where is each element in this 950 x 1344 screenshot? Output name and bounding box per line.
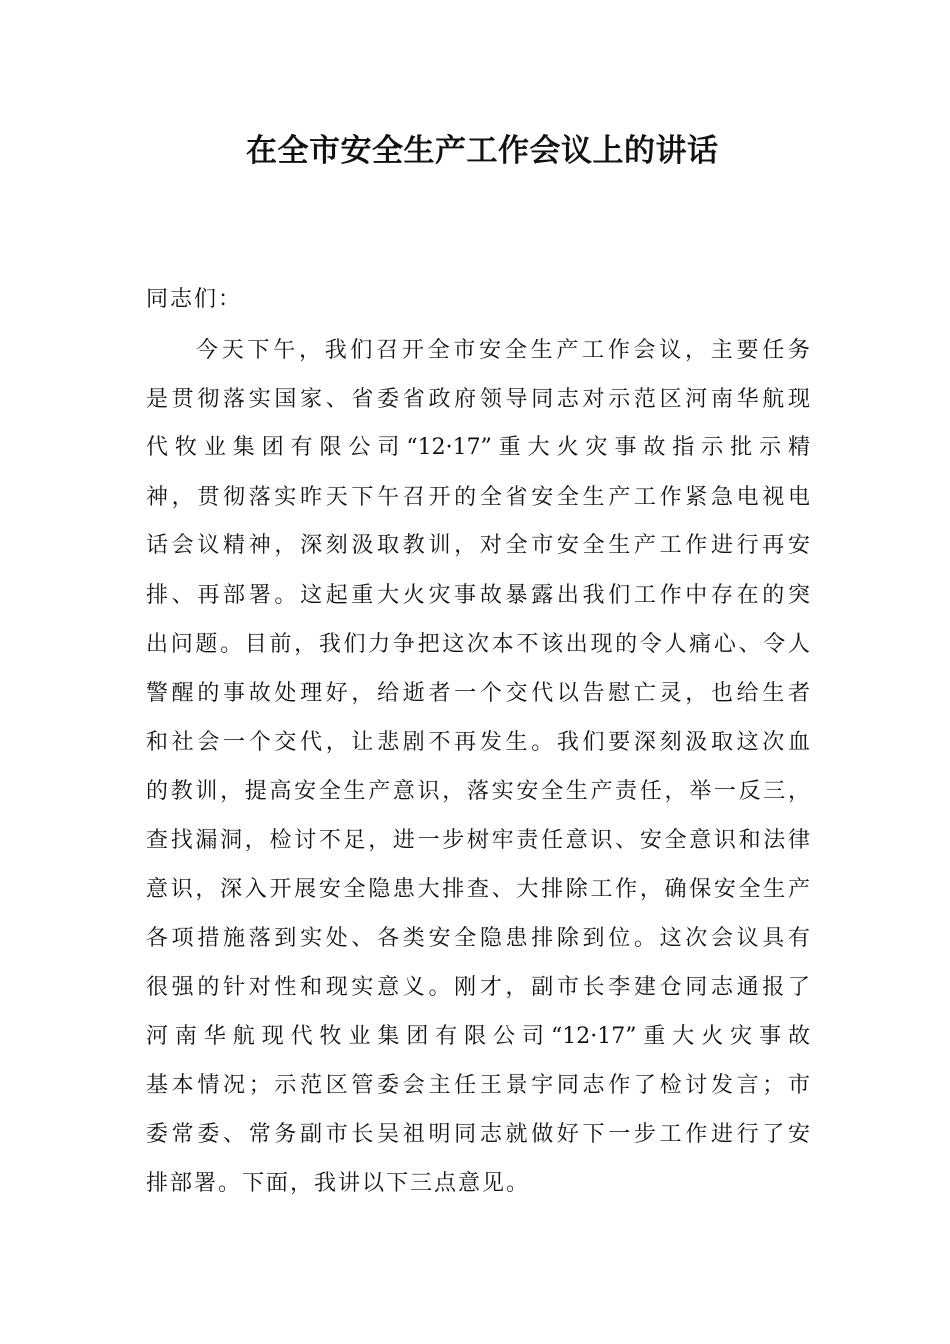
salutation: 同志们：	[146, 287, 243, 312]
paragraph-line: 今天下午，我们召开全市安全生产工作会议，主要任务	[196, 338, 810, 363]
paragraph-line: 排、再部署。这起重大火灾事故暴露出我们工作中存在的突	[146, 583, 810, 608]
paragraph-line: 神，贯彻落实昨天下午召开的全省安全生产工作紧急电视电	[146, 485, 810, 510]
paragraph-line: 的教训，提高安全生产意识，落实安全生产责任，举一反三，	[146, 779, 810, 804]
paragraph-line: 代牧业集团有限公司“12·17”重大火灾事故指示批示精	[146, 435, 810, 460]
paragraph-line: 排部署。下面，我讲以下三点意见。	[146, 1171, 531, 1196]
paragraph-line: 各项措施落到实处、各类安全隐患排除到位。这次会议具有	[146, 926, 810, 951]
paragraph-line: 查找漏洞，检讨不足，进一步树牢责任意识、安全意识和法律	[146, 828, 810, 853]
paragraph-line: 出问题。目前，我们力争把这次本不该出现的令人痛心、令人	[146, 632, 810, 657]
paragraph-line: 基本情况；示范区管委会主任王景宇同志作了检讨发言；市	[146, 1073, 810, 1098]
paragraph-line: 话会议精神，深刻汲取教训，对全市安全生产工作进行再安	[146, 533, 810, 558]
document-title: 在全市安全生产工作会议上的讲话	[246, 133, 719, 169]
paragraph-line: 委常委、常务副市长吴祖明同志就做好下一步工作进行了安	[146, 1122, 810, 1147]
paragraph-line: 警醒的事故处理好，给逝者一个交代以告慰亡灵，也给生者	[146, 681, 810, 706]
paragraph-line: 和社会一个交代，让悲剧不再发生。我们要深刻汲取这次血	[146, 730, 810, 755]
paragraph-line: 意识，深入开展安全隐患大排查、大排除工作，确保安全生产	[146, 877, 810, 902]
paragraph-line: 是贯彻落实国家、省委省政府领导同志对示范区河南华航现	[146, 387, 810, 412]
paragraph-line: 河南华航现代牧业集团有限公司“12·17”重大火灾事故	[146, 1024, 810, 1049]
paragraph-line: 很强的针对性和现实意义。刚才，副市长李建仓同志通报了	[146, 975, 810, 1000]
